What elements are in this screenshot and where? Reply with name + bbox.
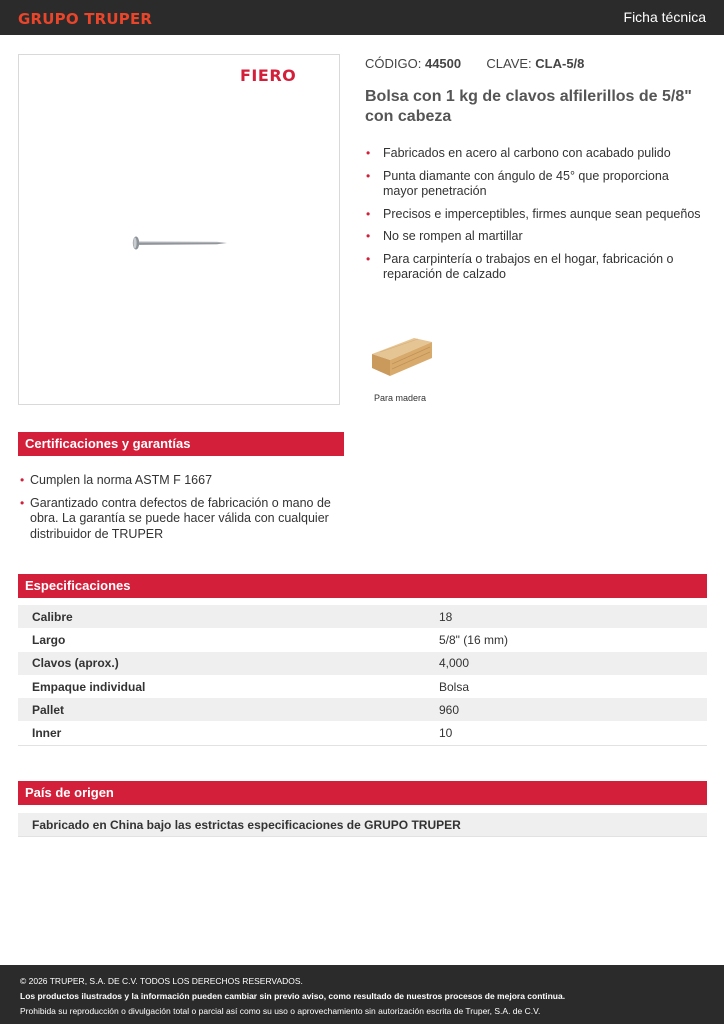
feature-item: • Para carpintería o trabajos en el hogar, fabricación o reparación de calzado xyxy=(366,251,674,281)
certifications-heading: Certificaciones y garantías xyxy=(18,432,344,456)
key-value: CLA-5/8 xyxy=(535,56,585,71)
feature-item: • Fabricados en acero al carbono con acabado pulido xyxy=(366,146,671,160)
table-row: Inner 10 xyxy=(32,726,453,741)
fiero-logo: FIERO xyxy=(240,66,297,85)
origin-heading: País de origen xyxy=(18,781,707,805)
feature-list xyxy=(365,146,705,290)
wood-plank-icon xyxy=(370,332,434,380)
product-image-panel xyxy=(18,54,340,405)
feature-item: • Precisos e imperceptibles, firmes aunque sean pequeños xyxy=(366,206,701,221)
footer-legal: Prohibida su reproducción o divulgación total o parcial así como su uso o aprovechamiento sin autorización escrita de Truper, S.A. de C.V. xyxy=(20,1006,541,1016)
table-row: Pallet 960 xyxy=(18,698,707,721)
application-label: Para madera xyxy=(374,393,427,403)
table-row: Empaque individual Bolsa xyxy=(32,679,470,694)
product-title: Bolsa con 1 kg de clavos alfilerillos de 5/8" con cabeza xyxy=(365,88,692,125)
footer-copyright: © 2026 TRUPER, S.A. DE C.V. TODOS LOS DERECHOS RESERVADOS. xyxy=(20,976,303,986)
brand-logo: GRUPO TRUPER xyxy=(18,10,153,28)
nail-icon xyxy=(129,233,229,253)
table-row: Calibre 18 xyxy=(18,605,707,628)
document-title: Ficha técnica xyxy=(623,9,706,25)
code-label: CÓDIGO: xyxy=(365,56,422,71)
footer xyxy=(0,965,724,1024)
specifications-table xyxy=(18,605,707,745)
feature-item: • Punta diamante con ángulo de 45° que proporciona mayor penetración xyxy=(366,168,669,198)
table-divider xyxy=(18,745,707,746)
footer-notice: Los productos ilustrados y la información pueden cambiar sin previo aviso, como resultado de nuestros procesos de mejora continua. xyxy=(20,991,566,1001)
certification-item: • Garantizado contra defectos de fabricación o mano de obra. La garantía se puede hacer válida con cualquier distribuidor de TRUPER xyxy=(20,495,331,541)
feature-item: • No se rompen al martillar xyxy=(366,229,523,243)
table-row: Largo 5/8" (16 mm) xyxy=(32,632,508,647)
key-label: CLAVE: xyxy=(486,56,532,71)
specifications-heading: Especificaciones xyxy=(18,574,707,598)
certifications-list xyxy=(20,473,340,549)
code-value: 44500 xyxy=(424,56,462,71)
table-row: Clavos (aprox.) 4,000 xyxy=(18,652,707,675)
certification-item: • Cumplen la norma ASTM F 1667 xyxy=(20,473,213,487)
origin-text: Fabricado en China bajo las estrictas especificaciones de GRUPO TRUPER xyxy=(18,813,707,837)
top-header-bar xyxy=(0,0,724,35)
product-code-line xyxy=(365,56,584,71)
